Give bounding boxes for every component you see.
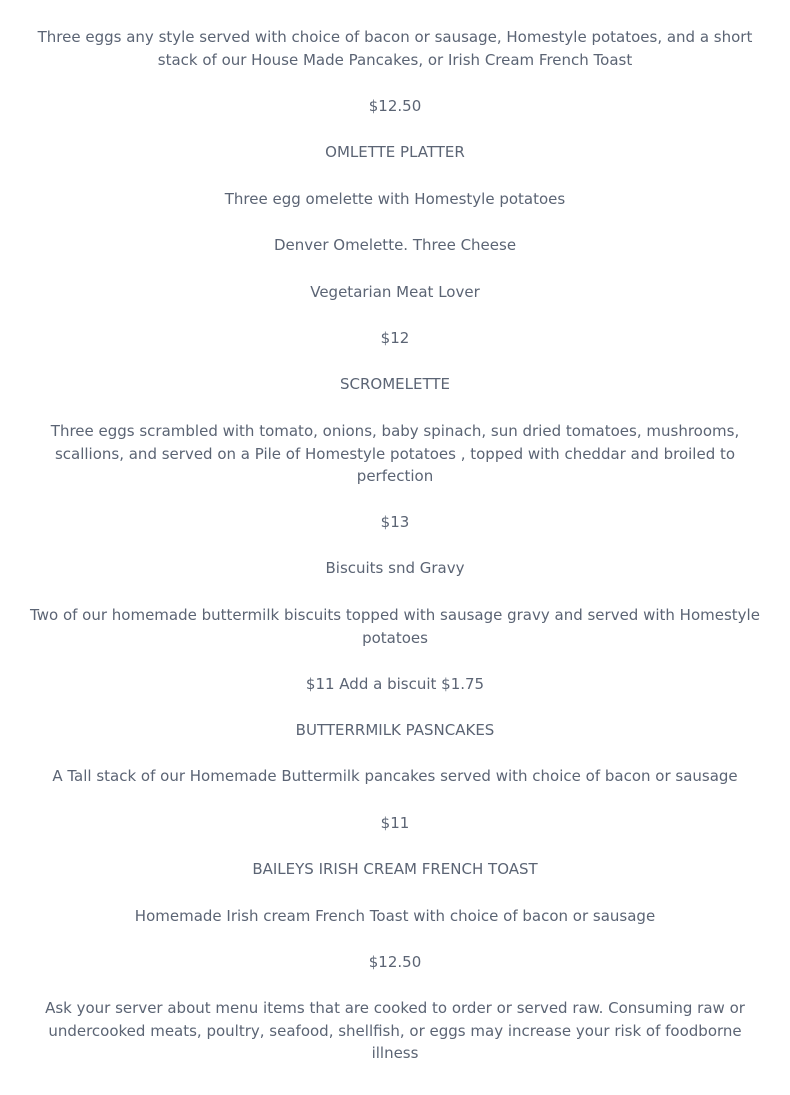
menu-item-price: $11 Add a biscuit $1.75: [305, 675, 485, 693]
menu-item-title: BUTTERRMILK PASNCAKES: [295, 721, 495, 739]
menu-item-description: Three egg omelette with Homestyle potatoes: [224, 190, 566, 208]
menu-item-description: A Tall stack of our Homemade Buttermilk pancakes served with choice of bacon or sausage: [52, 767, 738, 785]
menu-item-title: BAILEYS IRISH CREAM FRENCH TOAST: [252, 860, 538, 878]
menu-item-description: Three eggs any style served with choice of bacon or sausage, Homestyle potatoes, and a short stack of our House Made Pancakes, or Irish Cream French Toast: [37, 28, 753, 69]
menu-item-price: $12: [380, 329, 410, 347]
menu-item-description: Two of our homemade buttermilk biscuits topped with sausage gravy and served with Homestyle potatoes: [30, 606, 760, 647]
menu-item-description: Three eggs scrambled with tomato, onions, baby spinach, sun dried tomatoes, mushrooms, scallions, and served on a Pile of Homestyle potatoes , topped with cheddar and broiled to perfection: [50, 422, 740, 485]
menu-item-option: Vegetarian Meat Lover: [310, 283, 480, 301]
menu-item-title: SCROMELETTE: [339, 375, 451, 393]
menu-item-price: $12.50: [368, 953, 422, 971]
menu-item-price: $11: [380, 814, 410, 832]
food-safety-notice: Ask your server about menu items that are cooked to order or served raw. Consuming raw or undercooked meats, poultry, seafood, shellfish, or eggs may increase your risk of foodborne illness: [45, 999, 745, 1062]
menu-item-description: Homemade Irish cream French Toast with choice of bacon or sausage: [134, 907, 656, 925]
menu-item-title: OMLETTE PLATTER: [325, 143, 465, 161]
menu-item-title: Biscuits snd Gravy: [325, 559, 465, 577]
menu-item-price: $12.50: [368, 97, 422, 115]
menu-item-price: $13: [380, 513, 410, 531]
menu-item-option: Denver Omelette. Three Cheese: [273, 236, 517, 254]
